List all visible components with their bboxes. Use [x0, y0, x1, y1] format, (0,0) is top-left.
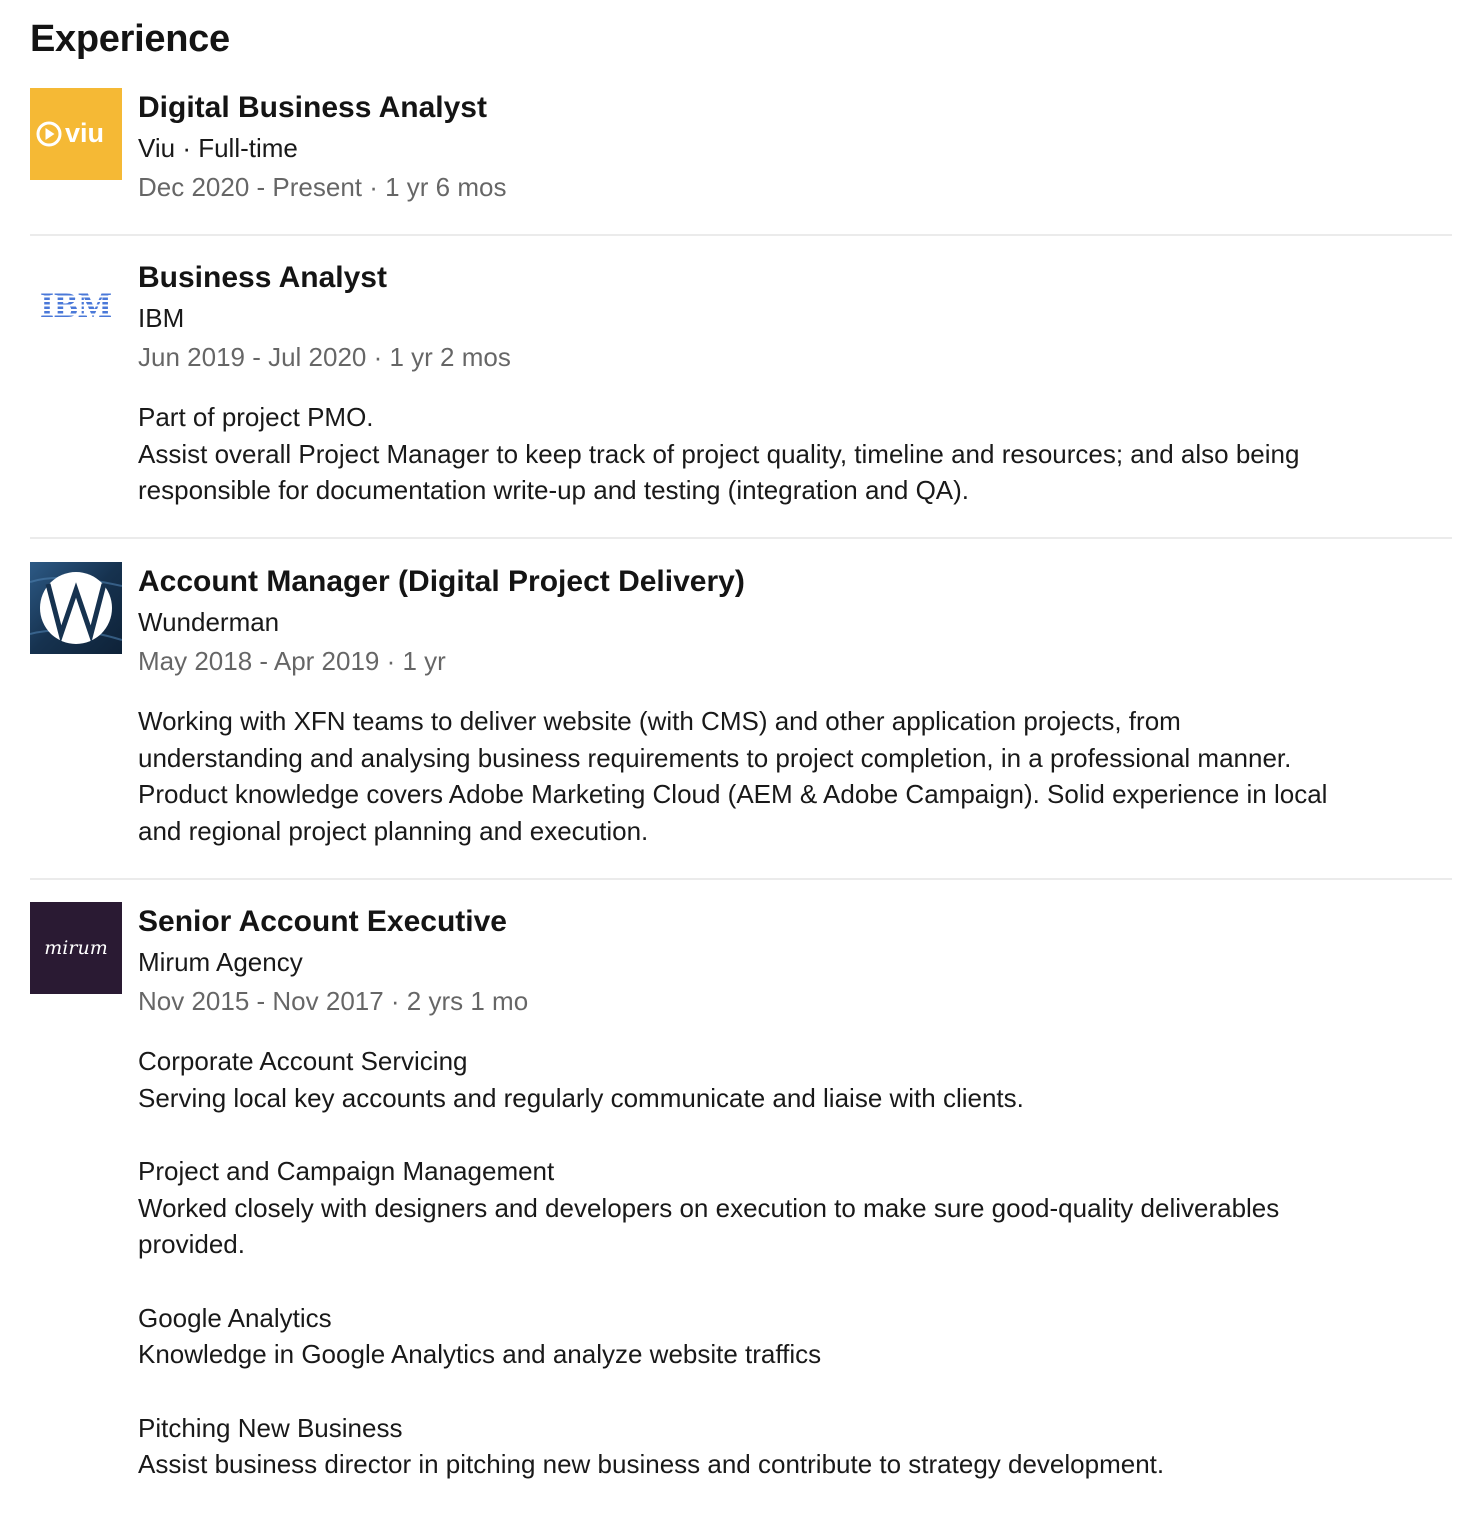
description-line: Knowledge in Google Analytics and analyze website traffics: [138, 1339, 822, 1369]
description-line: Working with XFN teams to deliver website (with CMS) and other application projects, from: [138, 706, 1181, 736]
job-description: [138, 399, 1438, 509]
employment-dates: May 2018 - Apr 2019 · 1 yr: [138, 646, 446, 676]
description-line: provided.: [138, 1229, 245, 1259]
description-line: and regional project planning and execution.: [138, 815, 649, 846]
wunderman-logo[interactable]: [30, 562, 122, 654]
job-title[interactable]: Senior Account Executive: [138, 905, 507, 938]
viu-logo-text: viu: [65, 118, 105, 148]
viu-logo[interactable]: [30, 88, 122, 180]
entry-content: [138, 88, 1438, 205]
mirum-logo-text: mirum: [44, 937, 108, 959]
ibm-logo[interactable]: [30, 258, 122, 350]
mirum-logo[interactable]: [30, 902, 122, 994]
entry-content: [138, 562, 1438, 849]
description-line: Product knowledge covers Adobe Marketing Cloud (AEM & Adobe Campaign). Solid experience in local: [138, 779, 1328, 809]
description-line: responsible for documentation write-up and testing (integration and QA).: [138, 475, 970, 505]
company-name: Wunderman: [138, 607, 280, 637]
description-line: Pitching New Business: [138, 1412, 403, 1443]
description-paragraph: [138, 1153, 1438, 1263]
description-line: Assist business director in pitching new business and contribute to strategy development.: [138, 1449, 1165, 1479]
description-paragraph: [138, 399, 1438, 509]
employment-dates: Nov 2015 - Nov 2017 · 2 yrs 1 mo: [138, 986, 529, 1016]
section-title: Experience: [30, 18, 230, 60]
description-line: Assist overall Project Manager to keep track of project quality, timeline and resources; and also being: [138, 438, 1300, 469]
entry-content: [138, 258, 1438, 509]
divider: [30, 234, 1452, 236]
description-line: Worked closely with designers and developers on execution to make sure good-quality deliverables: [138, 1192, 1280, 1223]
divider: [30, 878, 1452, 880]
employment-dates: Jun 2019 - Jul 2020 · 1 yr 2 mos: [138, 342, 511, 372]
divider: [30, 537, 1452, 539]
job-description: [138, 703, 1438, 849]
description-paragraph: [138, 1410, 1438, 1483]
description-paragraph: [138, 703, 1438, 849]
company-name: IBM: [138, 303, 185, 333]
entry-content: [138, 902, 1438, 1483]
company-name: Mirum Agency: [138, 947, 303, 977]
job-title[interactable]: Account Manager (Digital Project Delivery): [138, 565, 745, 598]
company-name: Viu · Full-time: [138, 133, 298, 163]
description-line: Project and Campaign Management: [138, 1156, 555, 1186]
employment-dates: Dec 2020 - Present · 1 yr 6 mos: [138, 172, 507, 202]
description-paragraph: [138, 1043, 1438, 1116]
job-title[interactable]: Business Analyst: [138, 261, 387, 294]
job-title[interactable]: Digital Business Analyst: [138, 91, 487, 124]
description-line: Serving local key accounts and regularly communicate and liaise with clients.: [138, 1082, 1024, 1113]
job-description: [138, 1043, 1438, 1483]
description-line: Corporate Account Servicing: [138, 1046, 468, 1076]
description-paragraph: [138, 1300, 1438, 1373]
description-line: Google Analytics: [138, 1302, 332, 1333]
description-line: Part of project PMO.: [138, 402, 374, 432]
description-line: understanding and analysing business requirements to project completion, in a professional manner.: [138, 742, 1292, 773]
